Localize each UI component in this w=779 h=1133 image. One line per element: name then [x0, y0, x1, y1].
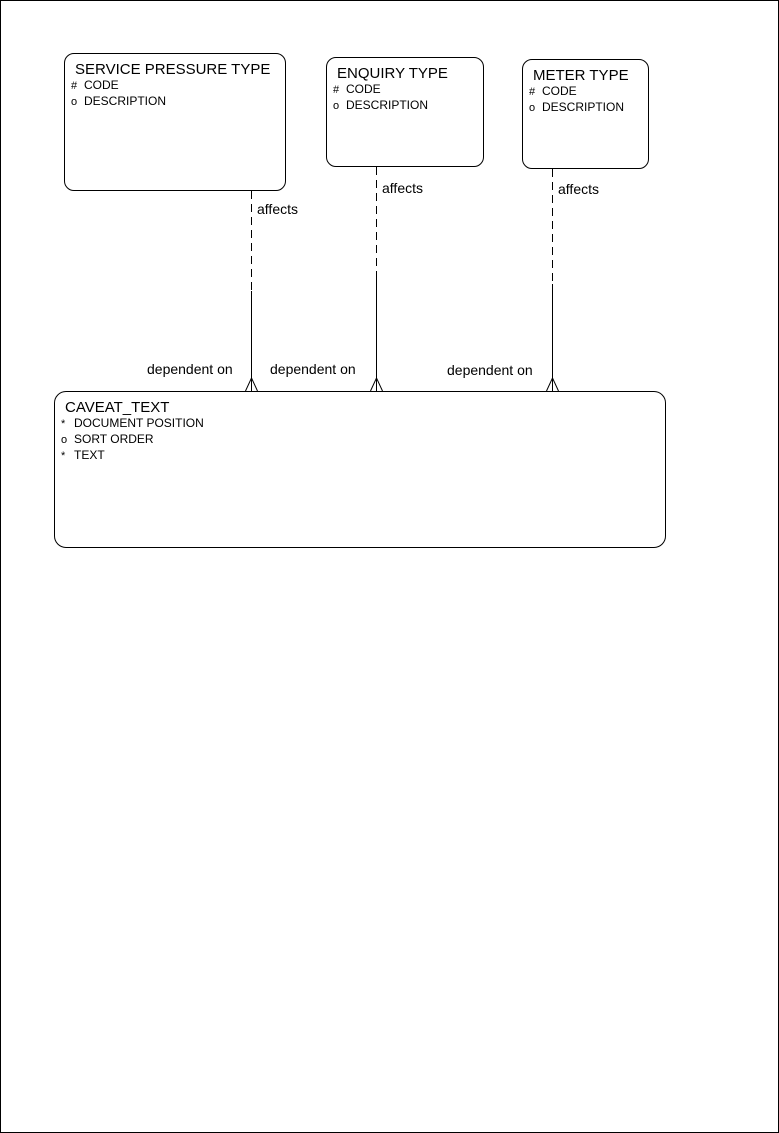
relationship-line-meter-type[interactable] — [547, 169, 559, 391]
entity-caveat-text[interactable] — [54, 391, 666, 548]
entity-enquiry-type[interactable] — [326, 57, 484, 167]
attribute-marker-icon: o — [333, 100, 340, 112]
attribute-name: CODE — [346, 82, 381, 96]
relationship-label-affects: affects — [558, 181, 599, 197]
relationship-label-dependent-on: dependent on — [270, 361, 356, 377]
attribute-marker-icon: o — [529, 102, 536, 114]
attribute-marker-icon: * — [61, 450, 66, 462]
entity-title: ENQUIRY TYPE — [337, 65, 448, 82]
attribute-name: TEXT — [74, 448, 105, 462]
relationship-label-dependent-on: dependent on — [447, 362, 533, 378]
attribute-name: DOCUMENT POSITION — [74, 416, 204, 430]
attribute-row — [331, 98, 479, 114]
entity-title: SERVICE PRESSURE TYPE — [75, 61, 271, 78]
relationship-label-affects: affects — [382, 180, 423, 196]
attribute-marker-icon: o — [61, 434, 68, 446]
attribute-marker-icon: # — [529, 86, 536, 98]
relationship-label-dependent-on: dependent on — [147, 361, 233, 377]
attribute-row — [527, 84, 644, 100]
attribute-row — [59, 432, 661, 448]
attribute-row — [331, 82, 479, 98]
attribute-name: DESCRIPTION — [346, 98, 429, 112]
entity-title: METER TYPE — [533, 67, 629, 84]
attribute-name: DESCRIPTION — [542, 100, 625, 114]
attribute-name: CODE — [542, 84, 577, 98]
attribute-name: CODE — [84, 78, 119, 92]
attribute-row — [59, 448, 661, 464]
relationship-line-enquiry-type[interactable] — [371, 167, 383, 391]
entity-title: CAVEAT_TEXT — [65, 399, 170, 416]
attribute-name: DESCRIPTION — [84, 94, 167, 108]
attribute-row — [527, 100, 644, 116]
attribute-name: SORT ORDER — [74, 432, 154, 446]
attribute-row — [69, 94, 281, 110]
attribute-marker-icon: # — [333, 84, 340, 96]
relationship-label-affects: affects — [257, 201, 298, 217]
attribute-row — [59, 416, 661, 432]
attribute-marker-icon: # — [71, 80, 78, 92]
attribute-row — [69, 78, 281, 94]
attribute-marker-icon: * — [61, 418, 66, 430]
attribute-marker-icon: o — [71, 96, 78, 108]
entity-meter-type[interactable] — [522, 59, 649, 169]
entity-service-pressure-type[interactable] — [64, 53, 286, 191]
relationship-line-service-pressure-type[interactable] — [246, 191, 258, 391]
